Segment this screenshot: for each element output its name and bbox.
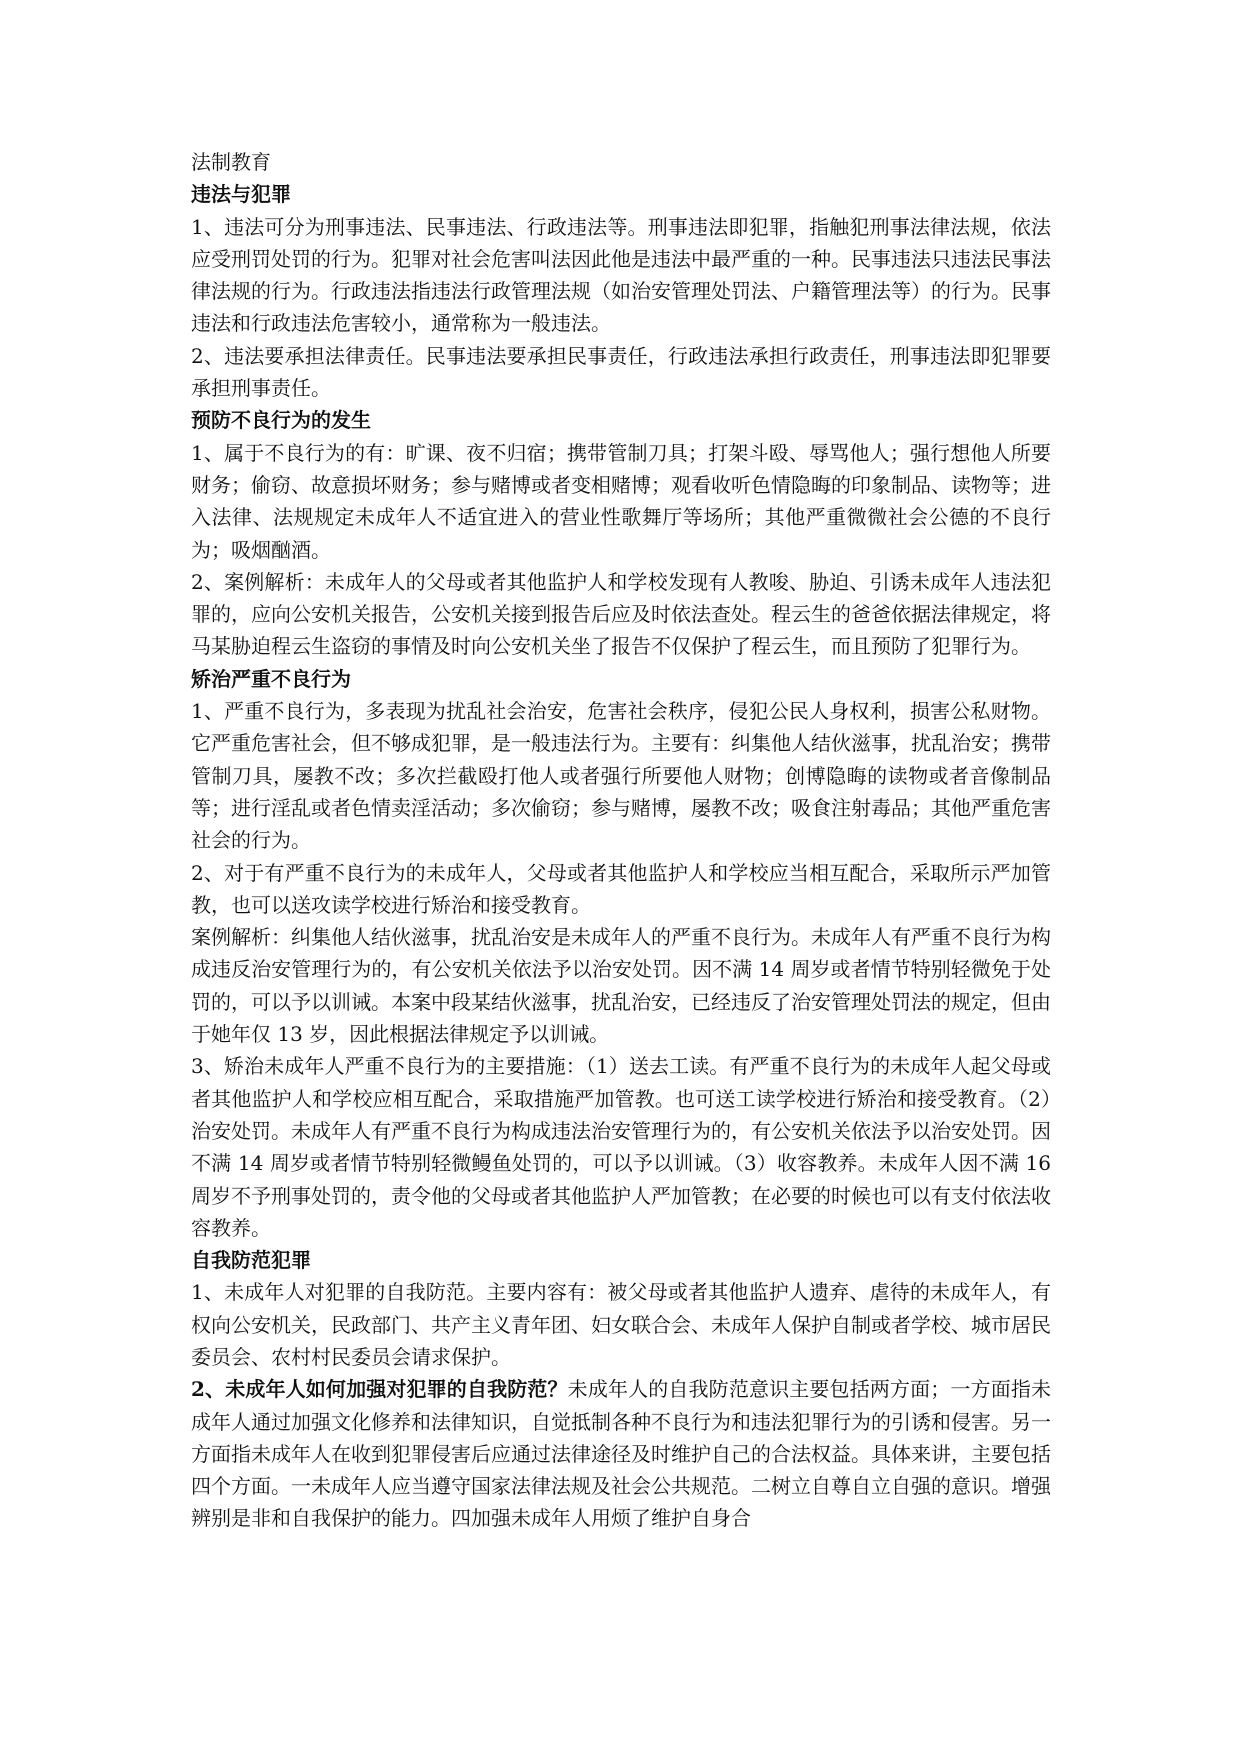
paragraph: 2、违法要承担法律责任。民事违法要承担民事责任，行政违法承担行政责任，刑事违法即犯罪要承担刑事责任。 (191, 343, 1051, 401)
paragraph: 1、违法可分为刑事违法、民事违法、行政违法等。刑事违法即犯罪，指触犯刑事法律法规，依法应受刑罚处罚的行为。犯罪对社会危害叫法因此他是违法中最严重的一种。民事违法只违法民事法律法规的行为。行政违法指违法行政管理法规（如治安管理处罚法、户籍管理法等）的行为。民事违法和行政违法危害较小，通常称为一般违法。 (191, 214, 1051, 336)
paragraph-with-bold-lead (191, 1373, 1051, 1534)
paragraph-rest: 未成年人的自我防范意识主要包括两方面；一方面指未成年人通过加强文化修养和法律知识，自觉抵制各种不良行为和违法犯罪行为的引诱和侵害。另一方面指未成年人在收到犯罪侵害后应通过法律途径及时维护自己的合法权益。具体来讲，主要包括四个方面。一未成年人应当遵守国家法律法规及社会公共规范。二树立自尊自立自强的意识。增强辨别是非和自我保护的能力。四加强未成年人用烦了维护自身合 (191, 1377, 1052, 1531)
paragraph: 案例解析：纠集他人结伙滋事，扰乱治安是未成年人的严重不良行为。未成年人有严重不良行为构成违反治安管理行为的，有公安机关依法予以治安处罚。因不满 14 周岁或者情节特别轻微免于处罚的，可以予以训诫。本案中段某结伙滋事，扰乱治安，已经违反了治安管理处罚法的规定，但由于她年仅 13 岁，因此根据法律规定予以训诫。 (191, 925, 1051, 1047)
bold-lead-question: 2、未成年人如何加强对犯罪的自我防范？ (191, 1377, 568, 1402)
paragraph: 1、严重不良行为，多表现为扰乱社会治安，危害社会秩序，侵犯公民人身权利，损害公私财物。它严重危害社会，但不够成犯罪，是一般违法行为。主要有：纠集他人结伙滋事，扰乱治安；携带管制刀具，屡教不改；多次拦截殴打他人或者强行所要他人财物；创博隐晦的读物或者音像制品等；进行淫乱或者色情卖淫活动；多次偷窃；参与赌博，屡教不改；吸食注射毒品；其他严重危害社会的行为。 (191, 699, 1051, 853)
paragraph: 2、对于有严重不良行为的未成年人，父母或者其他监护人和学校应当相互配合，采取所示严加管教，也可以送攻读学校进行矫治和接受教育。 (191, 860, 1051, 917)
section-heading-illegal-and-crime: 违法与犯罪 (191, 182, 291, 207)
paragraph: 1、属于不良行为的有：旷课、夜不归宿；携带管制刀具；打架斗殴、辱骂他人；强行想他人所要财务；偷窃、故意损坏财务；参与赌博或者变相赌博；观看收听色情隐晦的印象制品、读物等；进入法律、法规规定未成年人不适宜进入的营业性歌舞厅等场所；其他严重微微社会公德的不良行为；吸烟酗酒。 (191, 440, 1051, 562)
paragraph: 2、案例解析：未成年人的父母或者其他监护人和学校发现有人教唆、胁迫、引诱未成年人违法犯罪的，应向公安机关报告，公安机关接到报告后应及时依法查处。程云生的爸爸依据法律规定，将马某胁迫程云生盗窃的事情及时向公安机关坐了报告不仅保护了程云生，而且预防了犯罪行为。 (191, 569, 1051, 659)
section-heading-self-defense-against-crime: 自我防范犯罪 (191, 1248, 311, 1273)
section-heading-correct-serious-bad-behavior: 矫治严重不良行为 (191, 666, 351, 691)
document-page (191, 146, 1051, 1535)
paragraph: 3、矫治未成年人严重不良行为的主要措施：（1）送去工读。有严重不良行为的未成年人起父母或者其他监护人和学校应相互配合，采取措施严加管教。也可送工读学校进行矫治和接受教育。（2）治安处罚。未成年人有严重不良行为构成违法治安管理行为的，有公安机关依法予以治安处罚。因不满 14 周岁或者情节特别轻微鳗鱼处罚的，可以予以训诫。（3）收容教养。未成年人因不满 16 周岁不予刑事处罚的，责令他的父母或者其他监护人严加管教；在必要的时候也可以有支付依法收容教养。 (191, 1054, 1051, 1240)
section-heading-prevent-bad-behavior: 预防不良行为的发生 (191, 408, 371, 433)
document-title: 法制教育 (191, 150, 271, 174)
paragraph: 1、未成年人对犯罪的自我防范。主要内容有：被父母或者其他监护人遗弃、虐待的未成年人，有权向公安机关，民政部门、共产主义青年团、妇女联合会、未成年人保护自制或者学校、城市居民委员会、农村村民委员会请求保护。 (191, 1280, 1051, 1369)
